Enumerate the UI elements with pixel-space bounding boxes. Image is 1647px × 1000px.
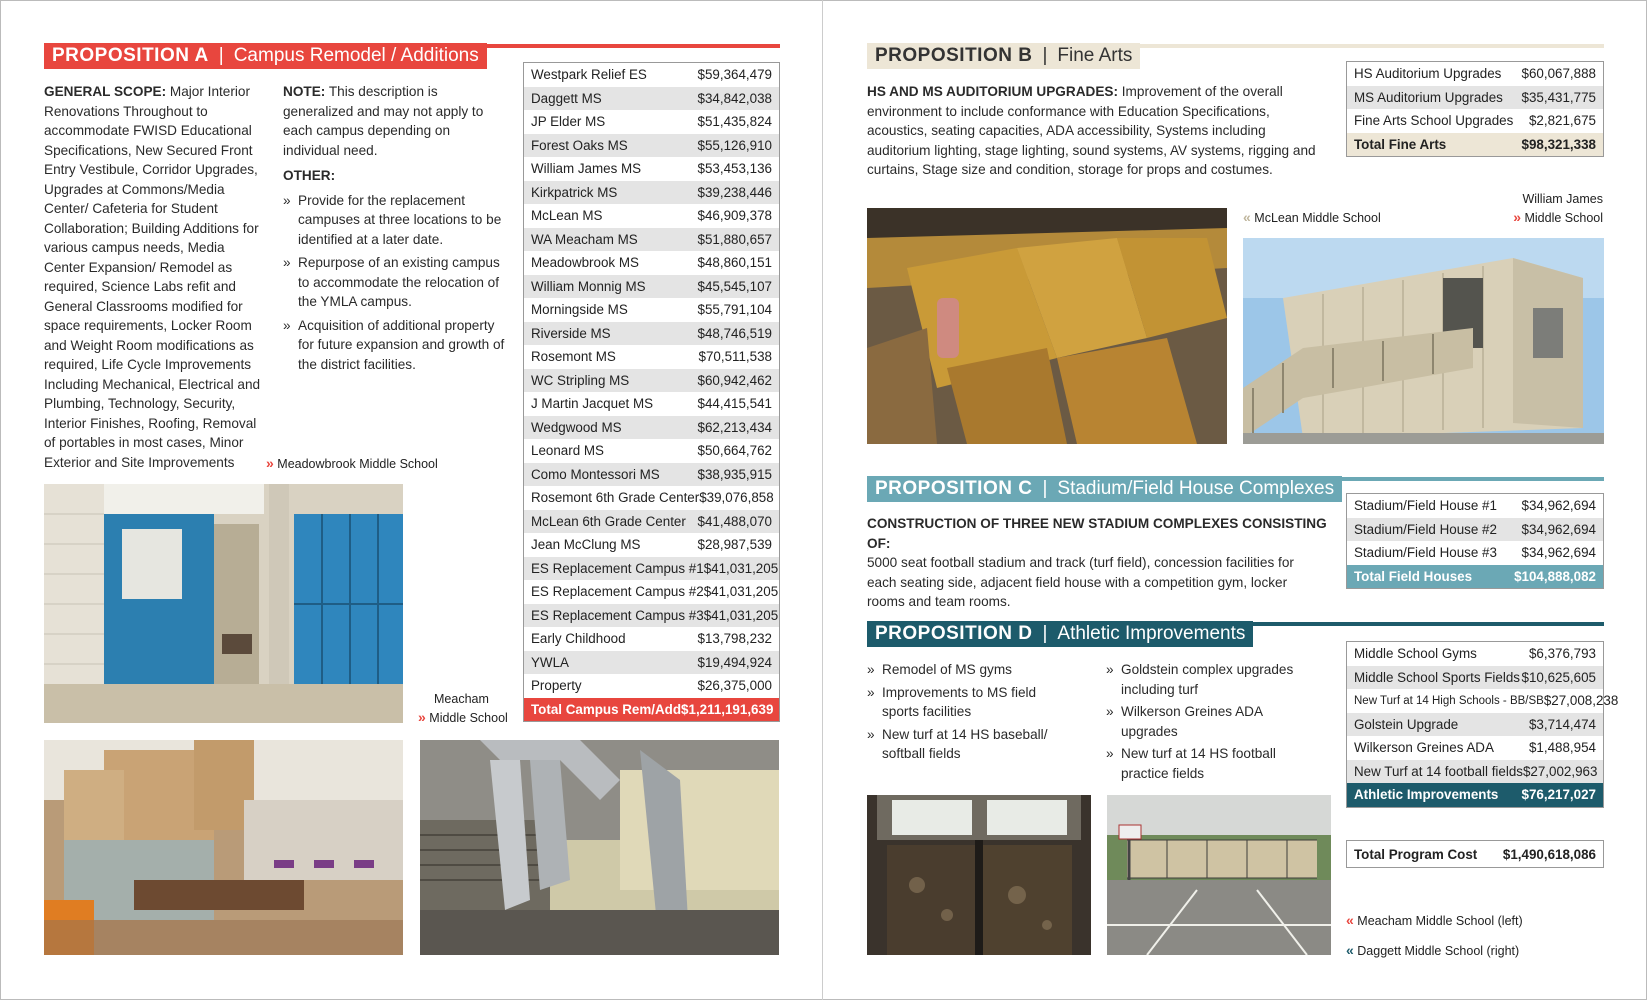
table-row: Daggett MS $34,842,038 bbox=[524, 87, 779, 111]
prop-c-header: PROPOSITION C | Stadium/Field House Complexes bbox=[867, 476, 1342, 502]
prop-a-other-label: OTHER: bbox=[283, 168, 336, 183]
list-item: » New turf at 14 HS baseball/ softball fields bbox=[867, 725, 1067, 764]
photo-meacham-duct bbox=[420, 740, 779, 955]
prop-b-total-row: Total Fine Arts $98,321,338 bbox=[1347, 133, 1603, 157]
photo-william-james-portable bbox=[1243, 238, 1604, 444]
table-row: WA Meacham MS $51,880,657 bbox=[524, 228, 779, 252]
prop-a-header: PROPOSITION A | Campus Remodel / Additions bbox=[44, 43, 487, 69]
list-item: » Improvements to MS field sports facilities bbox=[867, 683, 1067, 722]
table-row: New Turf at 14 football fields $27,002,963 bbox=[1347, 760, 1603, 784]
prop-c-total-row: Total Field Houses $104,888,082 bbox=[1347, 565, 1603, 589]
table-row: Stadium/Field House #2 $34,962,694 bbox=[1347, 518, 1603, 542]
caption-mclean: « McLean Middle School bbox=[1243, 209, 1381, 225]
caption-meacham-left: « Meacham Middle School (left) bbox=[1346, 912, 1523, 928]
prop-a-scope bbox=[44, 82, 269, 472]
prop-a-cost-table bbox=[523, 62, 780, 722]
prop-a-note-label: NOTE: bbox=[283, 84, 326, 99]
prop-d-label: PROPOSITION D bbox=[875, 623, 1033, 644]
table-row: New Turf at 14 High Schools - BB/SB $27,008,238 bbox=[1347, 689, 1603, 713]
prop-a-scope-text: Major Interior Renovations Throughout to accommodate FWISD Educational Specifications, New Secured Front Entry Vestibule, Corridor Upgrades, Upgrades at Commons/Media Center/ Cafeteria for Student Collaboration; Building Additions for various campus needs, Media Center Expansion/ Remodel as required, Science Labs refit and General Classrooms modified for space requirements, Locker Room and Weight Room modifications as required, Life Cycle Improvements Including Mechanical, Electrical and Plumbing, Technology, Security, Interior Finishes, Roofing, Removal of portables in most cases, Minor Exterior and Site Improvements bbox=[44, 84, 261, 470]
table-row: Riverside MS $48,746,519 bbox=[524, 322, 779, 346]
prop-b-scope-label: HS AND MS AUDITORIUM UPGRADES: bbox=[867, 84, 1118, 99]
table-row: Meadowbrook MS $48,860,151 bbox=[524, 251, 779, 275]
table-row: ES Replacement Campus #2 $41,031,205 bbox=[524, 580, 779, 604]
prop-b-header: PROPOSITION B | Fine Arts bbox=[867, 43, 1140, 69]
table-row: McLean 6th Grade Center $41,488,070 bbox=[524, 510, 779, 534]
list-item: » Provide for the replacement campuses at three locations to be identified at a later date. bbox=[283, 191, 506, 250]
table-row: Wilkerson Greines ADA $1,488,954 bbox=[1347, 736, 1603, 760]
prop-c-scope-text: 5000 seat football stadium and track (turf field), concession facilities for each seating side, adjacent field house with a competition gym, locker rooms and team rooms. bbox=[867, 555, 1294, 609]
page-gutter bbox=[822, 0, 823, 1000]
chevron-left-icon: « bbox=[1346, 912, 1354, 928]
chevron-left-icon: « bbox=[1346, 942, 1354, 958]
table-row: Stadium/Field House #1 $34,962,694 bbox=[1347, 494, 1603, 518]
prop-b-scope-text: Improvement of the overall environment to include conformance with Education Specifications, acoustics, seating capacities, ADA accessibility, Systems including auditorium lighting, stage lighting, sound systems, AV systems, rigging and curtains, Stage size and condition, storage for props and costumes. bbox=[867, 84, 1316, 177]
prop-b-label: PROPOSITION B bbox=[875, 45, 1033, 66]
table-row: ES Replacement Campus #3 $41,031,205 bbox=[524, 604, 779, 628]
list-item: » Wilkerson Greines ADA upgrades bbox=[1106, 702, 1321, 741]
caption-meacham: Meacham » Middle School bbox=[418, 692, 508, 725]
photo-meadowbrook-hallway bbox=[44, 484, 403, 723]
table-row: Rosemont MS $70,511,538 bbox=[524, 345, 779, 369]
photo-meacham-doors bbox=[867, 795, 1091, 955]
prop-d-title: Athletic Improvements bbox=[1057, 623, 1246, 644]
table-row: WC Stripling MS $60,942,462 bbox=[524, 369, 779, 393]
table-row: HS Auditorium Upgrades $60,067,888 bbox=[1347, 62, 1603, 86]
table-row: JP Elder MS $51,435,824 bbox=[524, 110, 779, 134]
portable-building-image bbox=[1243, 238, 1604, 444]
table-row: Leonard MS $50,664,762 bbox=[524, 439, 779, 463]
storage-image bbox=[44, 740, 403, 955]
doors-image bbox=[867, 795, 1091, 955]
table-row: William James MS $53,453,136 bbox=[524, 157, 779, 181]
prop-d-bullets-right bbox=[1106, 660, 1321, 783]
chevron-down-icon: » bbox=[418, 709, 426, 725]
table-row: Wedgwood MS $62,213,434 bbox=[524, 416, 779, 440]
prop-c-cost-table bbox=[1346, 493, 1604, 589]
chevron-left-icon: « bbox=[1243, 209, 1251, 225]
table-row: Westpark Relief ES $59,364,479 bbox=[524, 63, 779, 87]
prop-a-note bbox=[283, 82, 506, 374]
list-item: » New turf at 14 HS football practice fields bbox=[1106, 744, 1321, 783]
chevron-down-icon: » bbox=[1513, 209, 1521, 225]
prop-d-bullets-left bbox=[867, 660, 1067, 764]
table-row: Jean McClung MS $28,987,539 bbox=[524, 533, 779, 557]
photo-mclean-auditorium bbox=[867, 208, 1227, 444]
table-row: Kirkpatrick MS $39,238,446 bbox=[524, 181, 779, 205]
prop-a-title: Campus Remodel / Additions bbox=[233, 45, 479, 66]
caption-daggett-right: « Daggett Middle School (right) bbox=[1346, 942, 1520, 958]
table-row: Property $26,375,000 bbox=[524, 674, 779, 698]
court-image bbox=[1107, 795, 1331, 955]
list-item: » Acquisition of additional property for future expansion and growth of the district facilities. bbox=[283, 316, 506, 375]
auditorium-image bbox=[867, 208, 1227, 444]
prop-c-scope bbox=[867, 514, 1327, 612]
caption-william-james: William James » Middle School bbox=[1513, 192, 1603, 225]
prop-d-header: PROPOSITION D | Athletic Improvements bbox=[867, 621, 1253, 647]
chevron-down-icon: » bbox=[266, 455, 274, 471]
table-row: Fine Arts School Upgrades $2,821,675 bbox=[1347, 109, 1603, 133]
prop-c-scope-label: CONSTRUCTION OF THREE NEW STADIUM COMPLEXES CONSISTING OF: bbox=[867, 516, 1327, 551]
prop-a-label: PROPOSITION A bbox=[52, 45, 209, 66]
table-row: Como Montessori MS $38,935,915 bbox=[524, 463, 779, 487]
list-item: » Remodel of MS gyms bbox=[867, 660, 1067, 680]
photo-meacham-storage bbox=[44, 740, 403, 955]
prop-b-scope bbox=[867, 82, 1327, 180]
table-row: J Martin Jacquet MS $44,415,541 bbox=[524, 392, 779, 416]
prop-b-cost-table bbox=[1346, 61, 1604, 157]
list-item: » Repurpose of an existing campus to accommodate the relocation of the YMLA campus. bbox=[283, 253, 506, 312]
program-total-row: Total Program Cost $1,490,618,086 bbox=[1347, 841, 1603, 867]
table-row: YWLA $19,494,924 bbox=[524, 651, 779, 675]
table-row: ES Replacement Campus #1 $41,031,205 bbox=[524, 557, 779, 581]
table-row: Middle School Gyms $6,376,793 bbox=[1347, 642, 1603, 666]
table-row: Middle School Sports Fields $10,625,605 bbox=[1347, 666, 1603, 690]
table-row: Golstein Upgrade $3,714,474 bbox=[1347, 713, 1603, 737]
prop-a-total-row: Total Campus Rem/Add $1,211,191,639 bbox=[524, 698, 779, 722]
photo-daggett-court bbox=[1107, 795, 1331, 955]
prop-b-title: Fine Arts bbox=[1057, 45, 1133, 66]
hallway-image bbox=[44, 484, 403, 723]
list-item: » Goldstein complex upgrades including turf bbox=[1106, 660, 1321, 699]
prop-a-note-text: This description is generalized and may not apply to each campus depending on individual need. bbox=[283, 84, 484, 158]
prop-c-label: PROPOSITION C bbox=[875, 478, 1033, 499]
prop-a-scope-label: GENERAL SCOPE: bbox=[44, 84, 167, 99]
table-row: Morningside MS $55,791,104 bbox=[524, 298, 779, 322]
prop-d-cost-table bbox=[1346, 641, 1619, 808]
table-row: Forest Oaks MS $55,126,910 bbox=[524, 134, 779, 158]
duct-image bbox=[420, 740, 779, 955]
table-row: McLean MS $46,909,378 bbox=[524, 204, 779, 228]
prop-d-total-row: Athletic Improvements $76,217,027 bbox=[1347, 783, 1603, 807]
table-row: Early Childhood $13,798,232 bbox=[524, 627, 779, 651]
table-row: MS Auditorium Upgrades $35,431,775 bbox=[1347, 86, 1603, 110]
table-row: William Monnig MS $45,545,107 bbox=[524, 275, 779, 299]
prop-a-other-list bbox=[283, 191, 506, 375]
table-row: Rosemont 6th Grade Center $39,076,858 bbox=[524, 486, 779, 510]
caption-meadowbrook: » Meadowbrook Middle School bbox=[266, 455, 438, 471]
table-row: Stadium/Field House #3 $34,962,694 bbox=[1347, 541, 1603, 565]
prop-c-title: Stadium/Field House Complexes bbox=[1057, 478, 1335, 499]
program-total-box bbox=[1346, 840, 1604, 868]
